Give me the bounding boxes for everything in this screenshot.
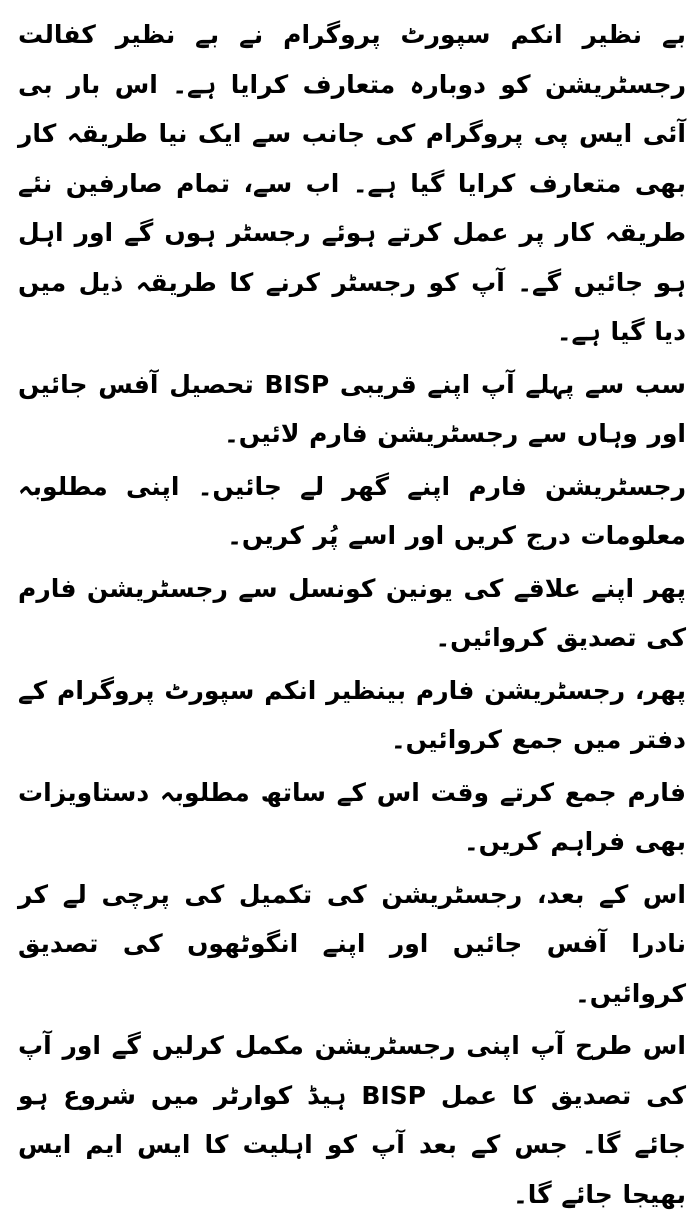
paragraph-step-nadra-verification: اس کے بعد، رجسٹریشن کی تکمیل کی پرچی لے کر نادرا آفس جائیں اور اپنے انگوٹھوں کی تصدیق کروائیں۔ [18, 879, 686, 1008]
paragraph-step-documents: فارم جمع کرتے وقت اس کے ساتھ مطلوبہ دستاویزات بھی فراہم کریں۔ [18, 777, 686, 856]
paragraph-step-fill-form: رجسٹریشن فارم اپنے گھر لے جائیں۔ اپنی مطلوبہ معلومات درج کریں اور اسے پُر کریں۔ [18, 471, 686, 550]
paragraph-intro: بے نظیر انکم سپورٹ پروگرام نے بے نظیر کفالت رجسٹریشن کو دوبارہ متعارف کرایا ہے۔ اس بار بی آئی ایس پی پروگرام کی جانب سے ایک نیا طریقہ کار بھی متعارف کرایا گیا ہے۔ اب سے، تمام صارفین نئے طریقہ کار پر عمل کرتے ہوئے رجسٹر ہوں گے اور اہل ہو جائیں گے۔ آپ کو رجسٹر کرنے کا طریقہ ذیل میں دیا گیا ہے۔ [18, 20, 686, 346]
paragraph-step-submit-form: پھر، رجسٹریشن فارم بینظیر انکم سپورٹ پروگرام کے دفتر میں جمع کروائیں۔ [18, 675, 686, 754]
paragraph-step-visit-office: سب سے پہلے آپ اپنے قریبی BISP تحصیل آفس جائیں اور وہاں سے رجسٹریشن فارم لائیں۔ [18, 369, 686, 448]
paragraph-step-union-council: پھر اپنے علاقے کی یونین کونسل سے رجسٹریشن فارم کی تصدیق کروائیں۔ [18, 573, 686, 652]
paragraph-conclusion: اس طرح آپ اپنی رجسٹریشن مکمل کرلیں گے اور آپ کی تصدیق کا عمل BISP ہیڈ کوارٹر میں شروع ہو جائے گا۔ جس کے بعد آپ کو اہلیت کا ایس ایم ایس بھیجا جائے گا۔ [18, 1031, 687, 1209]
